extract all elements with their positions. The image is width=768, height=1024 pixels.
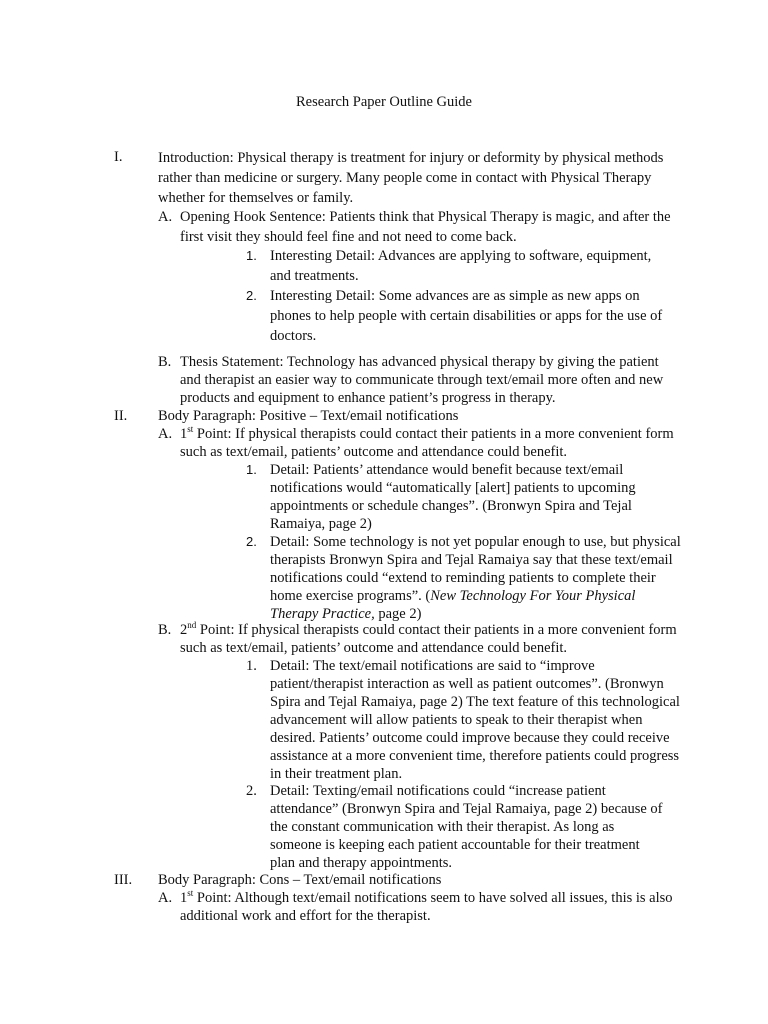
section-ii-a-detail-1	[246, 461, 666, 533]
section-ii-a-point: Point: If physical therapists could contact their patients in a more convenient form such as text/email, patients’ outcome and attendance could benefit.	[180, 426, 674, 460]
section-ii-a-ordinal: 1	[180, 426, 188, 442]
section-iii-a-point: Point: Although text/email notifications seem to have solved all issues, this is also additional work and effort for the therapist.	[180, 890, 673, 924]
section-ii-b-detail-1	[246, 657, 686, 783]
section-ii-a	[158, 425, 678, 461]
section-i-a-detail-1-text: Interesting Detail: Advances are applying to software, equipment, and treatments.	[270, 248, 652, 284]
section-ii-a-label: A.	[158, 426, 173, 442]
section-ii-b-point: Point: If physical therapists could contact their patients in a more convenient form such as text/email, patients’ outcome and attendance could benefit.	[180, 622, 677, 656]
section-i-a-detail-2	[246, 286, 666, 346]
section-i-numeral: I.	[114, 149, 123, 165]
section-ii-b-label: B.	[158, 622, 172, 638]
section-ii-b-detail-2	[246, 782, 666, 872]
section-ii-a-detail-2-main: Detail: Some technology is not yet popular enough to use, but physical therapists Bronwyn Spira and Tejal Ramaiya say that these text/email notifications could “extend to reminding patients to complete their home exercise programs”. (	[270, 534, 681, 604]
section-ii-b-detail-1-text: Detail: The text/email notifications are said to “improve patient/therapist interaction as well as patient outcomes”. (Bronwyn Spira and Tejal Ramaiya, page 2) The text feature of this technological advancement will allow patients to speak to their therapist when desired. Patients’ outcome could improve because they could receive assistance at a more convenient time, therefore patients could progress in their treatment plan.	[270, 658, 680, 782]
section-i-a-detail-2-label: 2.	[246, 288, 257, 303]
section-ii-a-detail-1-label: 1.	[246, 462, 257, 477]
section-iii-a-text	[180, 889, 678, 925]
section-ii-b-detail-2-label: 2.	[246, 783, 257, 799]
section-ii-a-detail-1-text: Detail: Patients’ attendance would benefit because text/email notifications would “automatically [alert] patients to upcoming appointments or schedule changes”. (Bronwyn Spira and Tejal Ramaiya, page 2)	[270, 462, 636, 532]
section-ii-b-ordinal-suffix: nd	[187, 620, 197, 630]
section-ii-b-text	[180, 621, 678, 657]
section-iii-a	[158, 889, 678, 925]
section-i-a-detail-1	[246, 246, 666, 286]
section-ii-text: Body Paragraph: Positive – Text/email notifications	[158, 408, 459, 424]
section-i-a-label: A.	[158, 209, 173, 225]
section-ii-b	[158, 621, 678, 657]
section-iii-a-ordinal: 1	[180, 890, 188, 906]
section-ii-a-detail-2-end: page 2)	[374, 606, 422, 622]
section-i-b-text: Thesis Statement: Technology has advanced physical therapy by giving the patient and therapist an easier way to communicate through text/email more often and new products and equipment to enhance patient’s progress in therapy.	[180, 354, 664, 406]
section-ii-b-ordinal: 2	[180, 622, 188, 638]
section-iii-a-label: A.	[158, 890, 173, 906]
section-iii-numeral: III.	[114, 872, 133, 888]
section-ii-b-detail-1-label: 1.	[246, 658, 257, 674]
section-ii-a-ordinal-suffix: st	[187, 424, 194, 434]
section-i-a-text: Opening Hook Sentence: Patients think that Physical Therapy is magic, and after the first visit they should feel fine and not need to come back.	[180, 209, 671, 245]
section-i-b-label: B.	[158, 354, 172, 370]
section-iii-a-ordinal-suffix: st	[187, 888, 194, 898]
section-i-text: Introduction: Physical therapy is treatment for injury or deformity by physical methods rather than medicine or surgery. Many people come in contact with Physical Therapy whether for themselves or family.	[158, 150, 664, 206]
section-i-b	[158, 353, 678, 407]
section-ii-numeral: II.	[114, 408, 128, 424]
section-ii-a-detail-2	[246, 533, 686, 623]
section-i-a-detail-2-text: Interesting Detail: Some advances are as simple as new apps on phones to help people with certain disabilities or apps for the use of doctors.	[270, 288, 663, 344]
section-ii-b-detail-2-text: Detail: Texting/email notifications could “increase patient attendance” (Bronwyn Spira and Tejal Ramaiya, page 2) because of the constant communication with their therapist. As long as someone is keeping each patient accountable for their treatment plan and therapy appointments.	[270, 783, 663, 871]
section-i-a	[158, 207, 673, 247]
section-ii-a-text	[180, 425, 678, 461]
page-title: Research Paper Outline Guide	[296, 94, 472, 110]
section-i-a-detail-1-label: 1.	[246, 248, 257, 263]
section-ii-a-detail-2-source: New Technology For Your Physical Therapy Practice,	[270, 588, 636, 622]
section-ii-a-detail-2-label: 2.	[246, 534, 257, 549]
section-ii-a-detail-2-text	[270, 533, 686, 623]
section-iii-text: Body Paragraph: Cons – Text/email notifications	[158, 872, 442, 888]
